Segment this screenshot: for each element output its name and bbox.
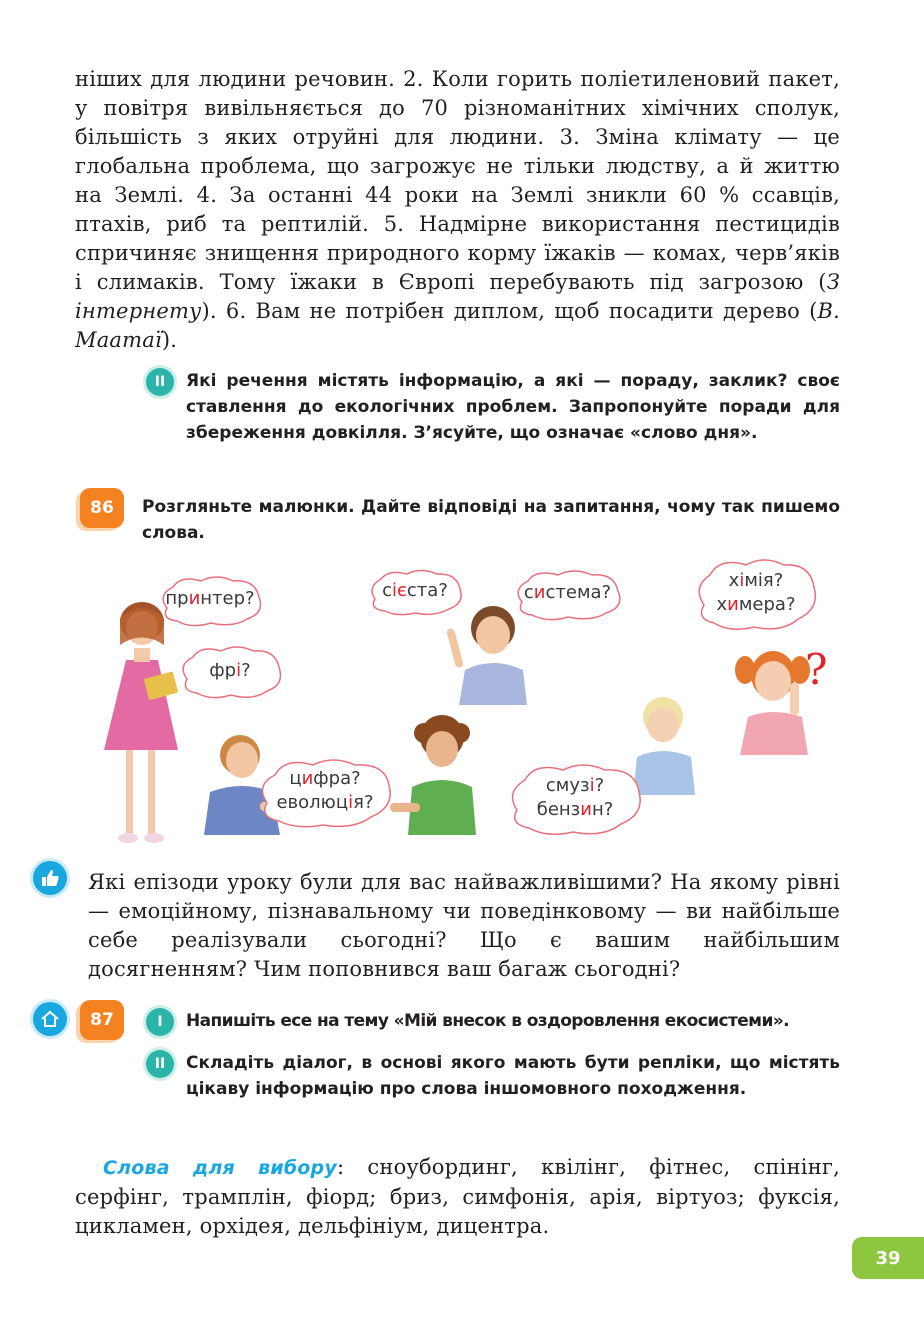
speech-cloud-fri: фрі?	[175, 643, 285, 701]
intro-source-1: З інтернету	[75, 270, 840, 323]
level-badge-ii-87: II	[146, 1050, 174, 1078]
exercise-86-text: Розгляньте малюнки. Дайте відповіді на запитання, чому так пишемо слова.	[142, 497, 840, 543]
page-number-badge	[852, 1237, 924, 1279]
intro-mid: ). 6. Вам не потрібен диплом, щоб посадити дерево (	[201, 299, 818, 323]
speech-cloud-system: система?	[510, 567, 625, 622]
words-list: : сноубординг, квілінг, фітнес, спінінг, серфінг, трамплін, фіорд; бриз, симфонія, арія, віртуоз; фуксія, цикламен, орхідея, дельфініум, дицентра.	[75, 1155, 840, 1238]
words-label: Слова для вибору	[103, 1157, 337, 1179]
curly-boy-figure	[390, 715, 490, 835]
speech-cloud-printer: принтер?	[155, 573, 265, 628]
task-ii-87-text: Складіть діалог, в основі якого мають бути репліки, що містять цікаву інформацію про слова іншомовного походження.	[186, 1053, 840, 1099]
question-mark-icon: ?	[805, 645, 828, 694]
speech-cloud-smoothie: смузі? бензин?	[505, 760, 645, 838]
girl-with-book-figure	[90, 600, 190, 850]
exercise-number-86: 86	[80, 488, 124, 528]
level-badge-ii: II	[146, 368, 174, 396]
illustration	[60, 555, 860, 845]
intro-text: ніших для людини речовин. 2. Коли горить поліетиленовий пакет, у повітря вивільняється до 70 різноманітних хімічних сполук, більшість з яких отруйні для людини. 3. Зміна клімату — це глобальна проблема, що загрожує не тільки людству, а й життю на Землі. 4. За останні 44 роки на Землі зникли 60 % ссавців, птахів, риб та рептилій. 5. Надмірне використання пестицидів спричиняє знищення природного корму їжаків — комах, черв’яків і слимаків. Тому їжаки в Європі перебувають під загрозою (	[75, 67, 840, 294]
thumbs-up-icon	[33, 861, 67, 895]
home-icon	[33, 1002, 67, 1036]
intro-source-2: В. Маатаї	[75, 299, 840, 352]
words-paragraph	[75, 1153, 840, 1241]
exercise-number-87: 87	[80, 1000, 124, 1040]
speech-cloud-chemistry: хімія? химера?	[692, 555, 820, 633]
intro-end: ).	[161, 328, 178, 352]
page-number: 39	[875, 1247, 901, 1269]
intro-paragraph	[75, 65, 840, 355]
speech-cloud-siesta: сієста?	[365, 567, 465, 617]
task-ii-text: Які речення містять інформацію, а які — пораду, заклик? своє ставлення до екологічних проблем. Запропонуйте поради для збереження довкілля. З’ясуйте, що означає «слово дня».	[186, 371, 840, 443]
reflection-text: Які епізоди уроку були для вас найважливішими? На якому рівні — емоційному, пізнавальному чи поведінковому — ви найбільше себе реалізували сьогодні? Що є вашим найбільшим досягненням? Чим поповнився ваш багаж сьогодні?	[88, 870, 840, 981]
speech-cloud-digit: цифра? еволюція?	[255, 755, 395, 830]
task-i-text: Напишіть есе на тему «Мій внесок в оздоровлення екосистеми».	[186, 1011, 790, 1031]
level-badge-i: I	[146, 1008, 174, 1036]
